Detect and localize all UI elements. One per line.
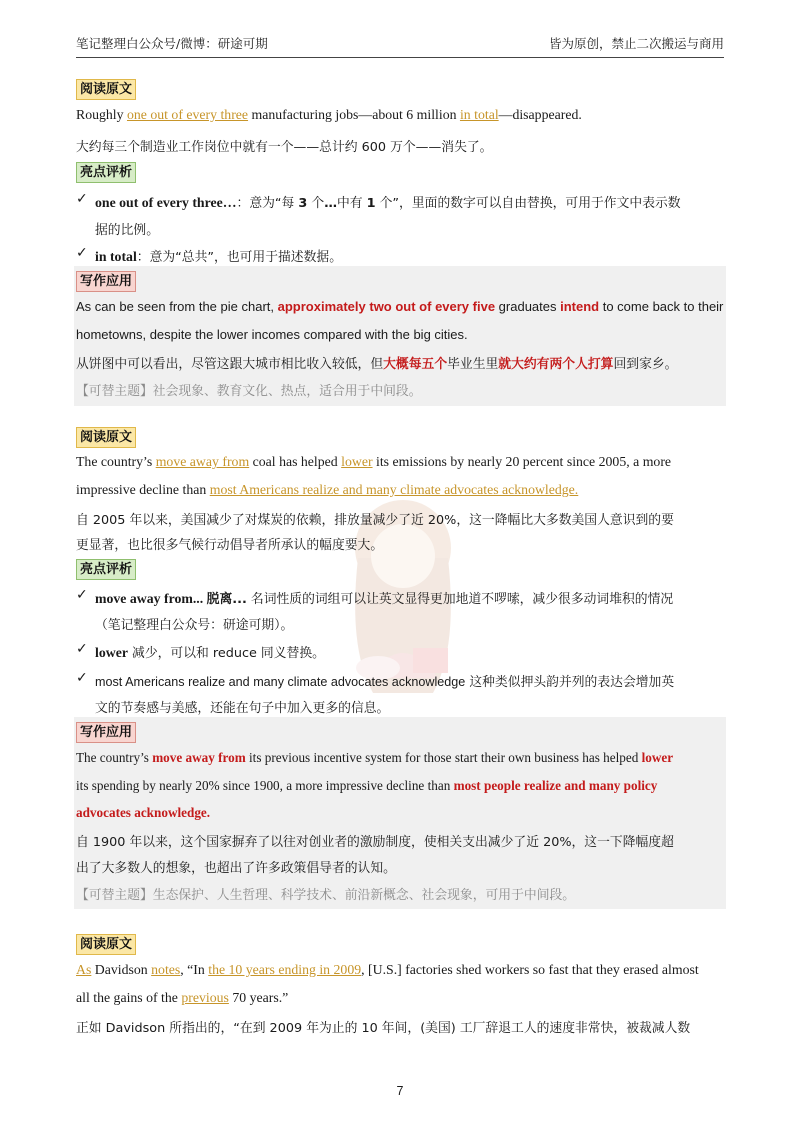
s1-writing-en-1: As can be seen from the pie chart, approximately two out of every five graduates intend to come back to their (76, 299, 724, 314)
s1-highlight-1-cont: 据的比例。 (95, 223, 159, 238)
s2-original-zh-1: 自 2005 年以来，美国减少了对煤炭的依赖，排放量减少了近 20%，这一降幅比大多数美国人意识到的要 (76, 513, 674, 528)
header-left-text: 笔记整理白公众号/微博：研途可期 (76, 36, 268, 51)
s2-writing-en-2: its spending by nearly 20% since 1900, a more impressive decline than most people realize and many policy (76, 778, 658, 793)
s1-original-zh: 大约每三个制造业工作岗位中就有一个——总计约 600 万个——消失了。 (76, 140, 493, 155)
read-original-label: 阅读原文 (76, 934, 136, 955)
s2-alt-topics: 【可替主题】生态保护、人生哲理、科学技术、前沿新概念、社会现象，可用于中间段。 (76, 888, 576, 903)
s3-original-en-1: As Davidson notes, “In the 10 years ending in 2009, [U.S.] factories shed workers so fast that they erased almost (76, 962, 699, 977)
s2-highlight-3: most Americans realize and many climate advocates acknowledge 这种类似押头韵并列的表达会增加英 (95, 675, 675, 690)
s2-highlight-1: move away from... 脱离... 名词性质的词组可以让英文显得更加地道不啰嗦，减少很多动词堆积的情况 (95, 591, 674, 607)
s1-alt-topics: 【可替主题】社会现象、教育文化、热点，适合用于中间段。 (76, 384, 422, 399)
s3-original-en-2: all the gains of the previous 70 years.” (76, 990, 289, 1005)
highlight-analysis-label: 亮点评析 (76, 559, 136, 580)
check-icon: ✓ (76, 245, 88, 261)
writing-application-label: 写作应用 (76, 722, 136, 743)
s2-writing-en-1: The country’s move away from its previous incentive system for those start their own business has helped lower (76, 750, 674, 765)
s2-writing-en-3: advocates acknowledge. (76, 805, 211, 820)
s1-writing-en-2: hometowns, despite the lower incomes compared with the big cities. (76, 327, 468, 342)
s2-writing-zh-2: 出了大多数人的想象，也超出了许多政策倡导者的认知。 (76, 861, 396, 876)
highlight-analysis-label: 亮点评析 (76, 162, 136, 183)
s2-highlight-3-cont: 文的节奏感与美感，还能在句子中加入更多的信息。 (95, 701, 390, 716)
s1-original-en: Roughly one out of every three manufacturing jobs—about 6 million in total—disappeared. (76, 107, 582, 122)
s2-highlight-1-cont: （笔记整理白公众号：研途可期）。 (95, 618, 294, 633)
header-divider (76, 57, 724, 58)
writing-application-label: 写作应用 (76, 271, 136, 292)
s1-writing-zh: 从饼图中可以看出，尽管这跟大城市相比收入较低，但大概每五个毕业生里就大约有两个人打算回到家乡。 (76, 357, 678, 372)
s2-original-zh-2: 更显著，也比很多气候行动倡导者所承认的幅度要大。 (76, 538, 384, 553)
header-right-text: 皆为原创，禁止二次搬运与商用 (548, 36, 724, 51)
page-number: 7 (396, 1084, 404, 1098)
read-original-label: 阅读原文 (76, 79, 136, 100)
read-original-label: 阅读原文 (76, 427, 136, 448)
check-icon: ✓ (76, 670, 88, 686)
s3-original-zh-1: 正如 Davidson 所指出的，“在到 2009 年为止的 10 年间，(美国) 工厂辞退工人的速度非常快，被裁减人数 (76, 1021, 691, 1036)
s1-highlight-2: in total：意为“总共”，也可用于描述数据。 (95, 249, 342, 265)
s2-writing-zh-1: 自 1900 年以来，这个国家摒弃了以往对创业者的激励制度，使相关支出减少了近 20%，这一下降幅度超 (76, 835, 674, 850)
check-icon: ✓ (76, 587, 88, 603)
s2-original-en-1: The country’s move away from coal has helped lower its emissions by nearly 20 percent since 2005, a more (76, 454, 672, 469)
check-icon: ✓ (76, 641, 88, 657)
s2-highlight-2: lower 减少，可以和 reduce 同义替换。 (95, 645, 325, 661)
s1-highlight-1: one out of every three…：意为“每 3 个…中有 1 个”，里面的数字可以自由替换，可用于作文中表示数 (95, 195, 681, 211)
s2-original-en-2: impressive decline than most Americans realize and many climate advocates acknowledge. (76, 482, 579, 497)
check-icon: ✓ (76, 191, 88, 207)
